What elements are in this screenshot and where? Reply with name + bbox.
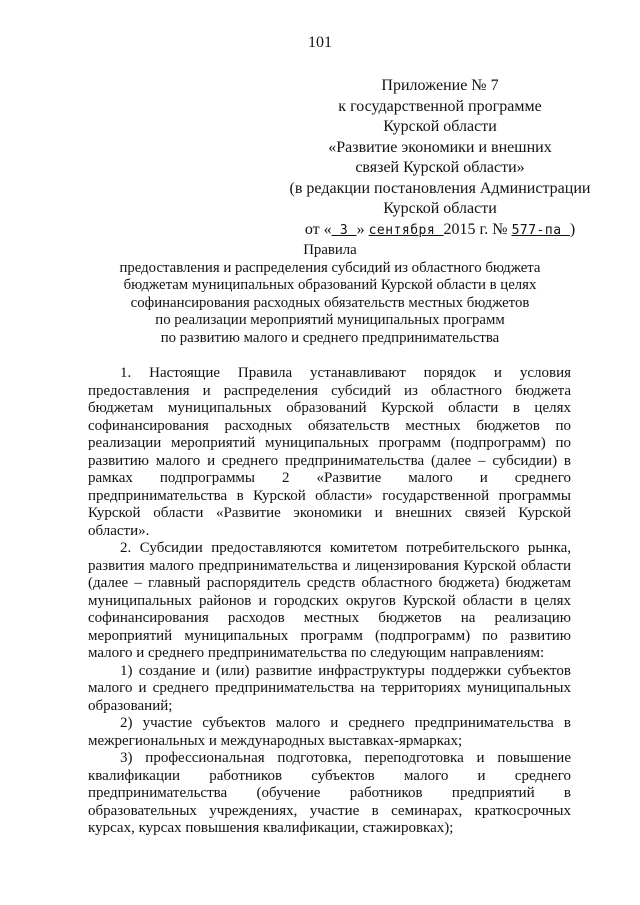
appendix-line-4: «Развитие экономики и внешних (328, 138, 552, 156)
title-line-4: по реализации мероприятий муниципальных программ (155, 312, 505, 329)
list-item-2: 2) участие субъектов малого и среднего предпринимательства в межрегиональных и международных выставках-ярмарках; (88, 715, 571, 749)
title-heading: Правила (303, 242, 357, 258)
date-mid: » (356, 220, 369, 238)
appendix-line-7: Курской области (383, 200, 497, 217)
paragraph-2: 2. Субсидии предоставляются комитетом потребительского рынка, развития малого предпринимательства и лицензирования Курской области (далее – главный распорядитель средств областного бюджета) бюджетам муниципальных районов и городских округов Курской области в целях софинансирования расходов местных бюджетов на реализацию мероприятий муниципальных программ (подпрограмм) по развитию малого и среднего предпринимательства по следующим направлениям: (88, 540, 571, 661)
document-body (88, 365, 571, 838)
document-title (90, 242, 570, 348)
appendix-header (270, 76, 610, 241)
page-number: 101 (308, 34, 332, 51)
title-line-2: бюджетам муниципальных образований Курской области в целях (123, 277, 537, 294)
date-prefix: от « (304, 220, 332, 238)
appendix-date-line (270, 220, 610, 242)
title-line-1: предоставления и распределения субсидий из областного бюджета (119, 259, 541, 276)
decree-number: 577-па (511, 222, 570, 238)
date-month: сентября (368, 222, 444, 238)
date-day: 3 (331, 222, 357, 238)
appendix-line-3: Курской области (383, 118, 497, 135)
paragraph-1: 1. Настоящие Правила устанавливают порядок и условия предоставления и распределения субсидий из областного бюджета бюджетам муниципальных образований Курской области в целях софинансирования расходных обязательств местных бюджетов по реализации мероприятий муниципальных программ (подпрограмм) по развитию малого и среднего предпринимательства (далее – субсидии) в рамках подпрограммы 2 «Развитие малого и среднего предпринимательства в Курской области» государственной программы Курской области «Развитие экономики и внешних связей Курской области». (88, 365, 571, 539)
date-year: 2015 г. № (443, 220, 512, 238)
title-line-3: софинансирования расходных обязательств местных бюджетов (130, 294, 530, 311)
appendix-line-6: (в редакции постановления Администрации (289, 179, 591, 197)
date-suffix: ) (569, 220, 576, 238)
list-item-3: 3) профессиональная подготовка, переподготовка и повышение квалификации работников субъектов малого и среднего предпринимательства (обучение работников предприятий в образовательных учреждениях, участие в семинарах, краткосрочных курсах, курсах повышения квалификации, стажировках); (88, 750, 571, 836)
appendix-line-2: к государственной программе (338, 97, 542, 115)
title-line-5: по развитию малого и среднего предпринимательства (160, 329, 500, 346)
appendix-line-1: Приложение № 7 (381, 77, 499, 94)
appendix-line-5: связей Курской области» (355, 159, 525, 176)
list-item-1: 1) создание и (или) развитие инфраструктуры поддержки субъектов малого и среднего предпринимательства на территориях муниципальных образований; (88, 662, 571, 714)
